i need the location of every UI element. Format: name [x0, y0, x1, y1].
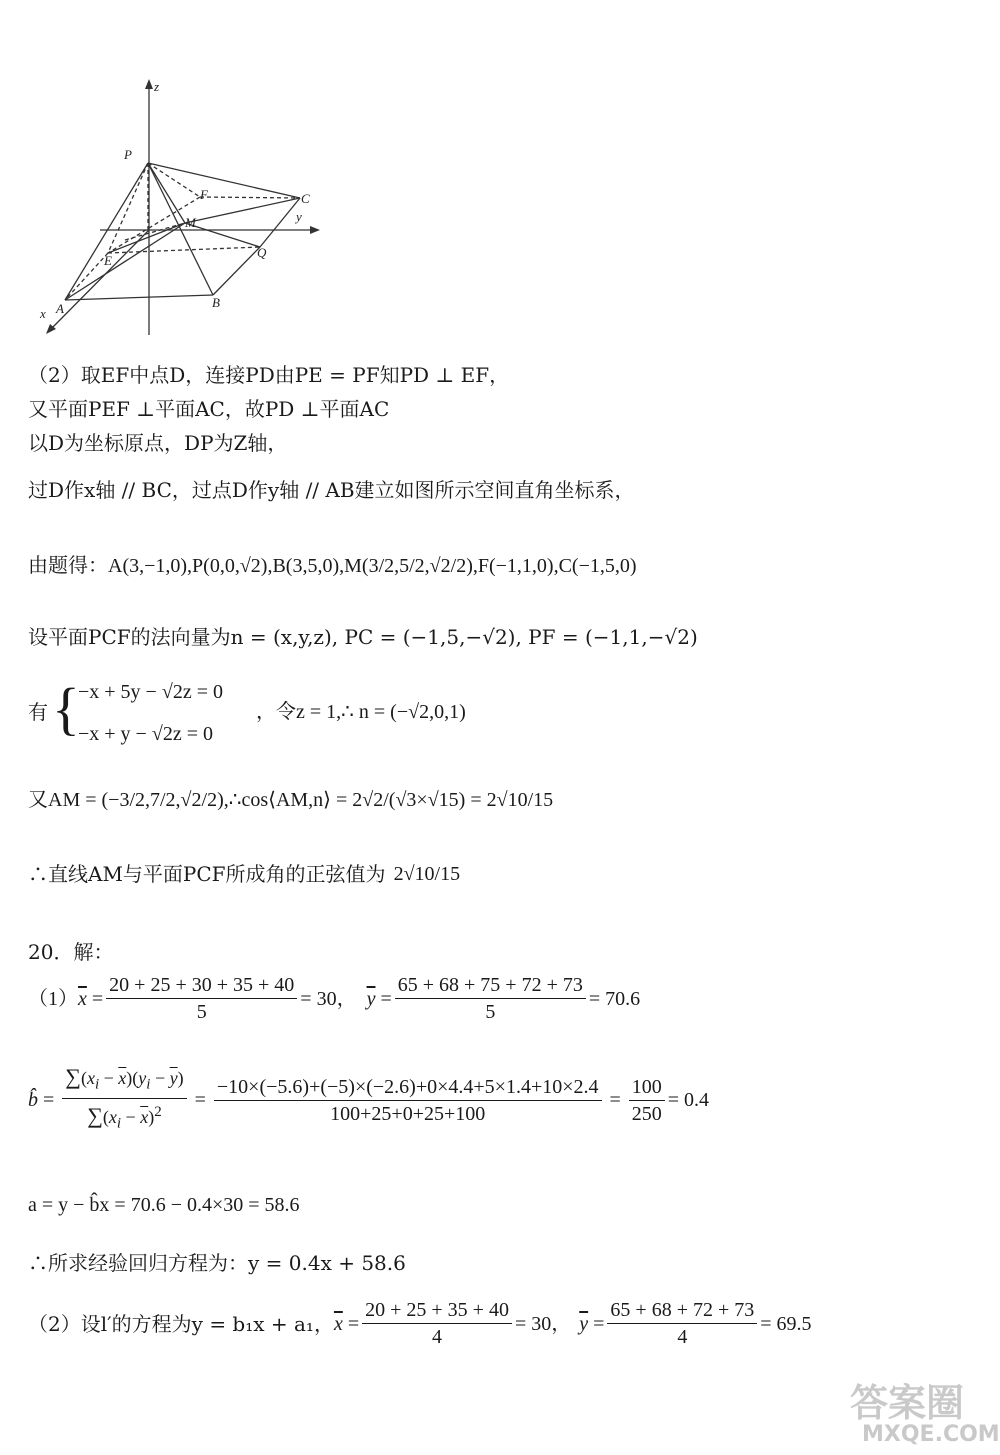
bhat-denominator: 100+25+0+25+100	[330, 1102, 486, 1125]
xbar2-value: = 30，	[514, 1312, 572, 1335]
watermark-logo: 答案圈	[850, 1381, 965, 1425]
bhat-values-fraction	[214, 1074, 602, 1127]
q20-part1-prefix: （1）	[28, 987, 78, 1010]
ybar-symbol: $\overline{y}$	[366, 987, 376, 1010]
label-x: x	[40, 306, 46, 321]
label-f: F	[200, 187, 208, 202]
q20-part2: （2）设l′的方程为y = b₁x + a₁， $\overline{x}$ = $\frac{20 + 25 + 35 + 40}{4}$ = 30， $\overline{y}$ = $\frac{65 + 68 + 72 + 73}{4}$ = 69.5	[28, 1299, 812, 1348]
ybar2-value: = 69.5	[760, 1312, 812, 1335]
label-p: P	[124, 147, 132, 162]
part2-line1: （2）取EF中点D，连接PD由PE = PF知PD ⊥ EF，	[28, 363, 510, 387]
am-vector-line: 又AM = (−3/2,7/2,√2/2),∴cos⟨AM,n⟩ = 2√2/(√3×√15) = 2√10/15	[28, 789, 554, 811]
bhat-simplified-numerator: 100	[629, 1074, 665, 1101]
ybar-numerator: 65 + 68 + 75 + 72 + 73	[395, 972, 586, 999]
normal-vector-line: 设平面PCF的法向量为n = (x,y,z), PC = (−1,5,−√2), PF = (−1,1,−√2)	[28, 625, 698, 649]
q20-header: 20．解：	[28, 940, 114, 964]
part2-line3: 以D为坐标原点，DP为Z轴，	[28, 431, 288, 455]
ybar2-fraction	[607, 1297, 757, 1350]
ybar2-numerator: 65 + 68 + 72 + 73	[607, 1297, 757, 1324]
q20-part1-means: （1） $\overline{x}$ = $\frac{20 + 25 + 30 + 35 + 40}{5}$ = 30， $\overline{y}$ = $\frac{65 + 68 + 75 + 72 + 73}{5}$ = 70.6	[28, 974, 641, 1023]
coords-values: A(3,−1,0),P(0,0,√2),B(3,5,0),M(3/2,5/2,√2/2),F(−1,1,0),C(−1,5,0)	[108, 555, 637, 577]
q20-part2-prefix: （2）设l′的方程为y = b₁x + a₁，	[28, 1311, 334, 1336]
label-c: C	[301, 191, 310, 206]
label-y: y	[296, 209, 302, 224]
intercept-line: a = y − b̂x = 70.6 − 0.4×30 = 58.6	[28, 1194, 300, 1216]
ybar2-symbol: $\overline{y}$	[579, 1312, 589, 1335]
xbar2-numerator: 20 + 25 + 35 + 40	[362, 1297, 512, 1324]
ybar-denominator: 5	[485, 1001, 496, 1023]
regression-line: ∴所求经验回归方程为：y = 0.4x + 58.6	[28, 1251, 406, 1275]
ybar-fraction	[395, 972, 586, 1025]
ybar-value: = 70.6	[588, 987, 641, 1010]
conclusion-text: ∴直线AM与平面PCF所成角的正弦值为	[28, 862, 386, 886]
bhat-formula: b̂ = $\frac{\sum(x_i - \overline{x})(y_i - \overline{y})}{\sum(x_i - \overline{x})^2}$ = $\frac{-10\times(-5.6)+(-5)\times(-2.6)+0\times 4.4+5\times 1.4+10\times 2.4}{100+25+0+25+100}$ = $\frac{100}{250}$ = 0.4	[28, 1045, 709, 1155]
part2-line4: 过D作x轴 // BC，过点D作y轴 // AB建立如图所示空间直角坐标系，	[28, 478, 635, 502]
conclusion-line	[28, 862, 460, 886]
xbar-numerator: 20 + 25 + 30 + 35 + 40	[106, 972, 297, 999]
xbar2-fraction	[362, 1297, 512, 1350]
xbar2-denominator: 4	[432, 1326, 443, 1348]
coords-prefix: 由题得：	[28, 553, 108, 577]
xbar-fraction	[106, 972, 297, 1025]
watermark-url: MXQE.COM	[862, 1422, 1000, 1447]
bhat-simplified-fraction	[629, 1074, 665, 1127]
system-eq2: −x + y − √2z = 0	[78, 723, 213, 745]
xbar-symbol: $\overline{x}$	[78, 987, 87, 1010]
bhat-symbol: b̂	[28, 1089, 38, 1111]
xbar-denominator: 5	[196, 1001, 207, 1023]
bhat-definition-fraction: $\frac{\sum(x_i - \overline{x})(y_i - \overline{y})}{\sum(x_i - \overline{x})^2}$	[62, 1064, 186, 1136]
label-a: A	[56, 301, 64, 316]
xbar2-symbol: $\overline{x}$	[333, 1312, 343, 1335]
bhat-simplified-denominator: 250	[631, 1102, 662, 1125]
system-result: ，令z = 1,∴ n = (−√2,0,1)	[256, 701, 466, 723]
system-prefix: 有	[28, 700, 48, 724]
xbar-value: = 30，	[300, 987, 357, 1010]
label-e: E	[104, 253, 112, 268]
x-axis	[50, 230, 149, 330]
system-brace: {	[52, 676, 80, 741]
system-eq1: −x + 5y − √2z = 0	[78, 681, 223, 703]
coords-line	[28, 553, 637, 578]
label-m: M	[185, 215, 196, 230]
label-z: z	[154, 79, 160, 94]
label-q: Q	[257, 245, 267, 260]
label-b: B	[212, 295, 220, 310]
ybar2-denominator: 4	[677, 1326, 688, 1348]
bhat-value: = 0.4	[667, 1089, 710, 1111]
geometry-figure	[30, 75, 330, 345]
conclusion-value: 2√10/15	[393, 863, 461, 885]
part2-line2: 又平面PEF ⊥平面AC，故PD ⊥平面AC	[28, 397, 390, 421]
bhat-numerator: −10×(−5.6)+(−5)×(−2.6)+0×4.4+5×1.4+10×2.4	[214, 1074, 602, 1101]
